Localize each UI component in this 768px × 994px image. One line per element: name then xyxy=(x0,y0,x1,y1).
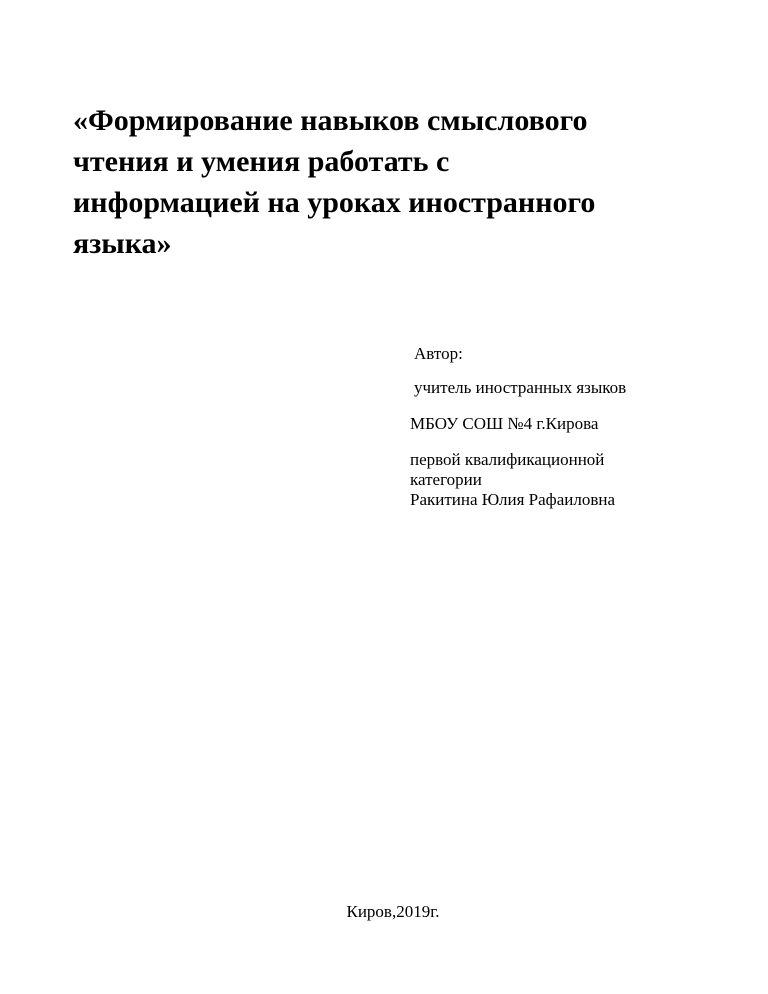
city-year-footer: Киров,2019г. xyxy=(346,902,440,921)
author-category-line-2: категории xyxy=(410,470,482,489)
author-position: учитель иностранных языков xyxy=(414,378,627,397)
title-line-1: «Формирование навыков смыслового xyxy=(73,104,588,137)
title-line-4: языка» xyxy=(73,227,172,260)
author-name: Ракитина Юлия Рафаиловна xyxy=(410,490,615,509)
author-school: МБОУ СОШ №4 г.Кирова xyxy=(410,414,599,433)
title-line-3: информацией на уроках иностранного xyxy=(73,186,596,219)
title-line-2: чтения и умения работать с xyxy=(73,145,450,178)
author-info xyxy=(410,344,740,510)
author-category-line-1: первой квалификационной xyxy=(410,450,605,469)
author-label: Автор: xyxy=(414,344,463,363)
document-title xyxy=(73,100,713,264)
